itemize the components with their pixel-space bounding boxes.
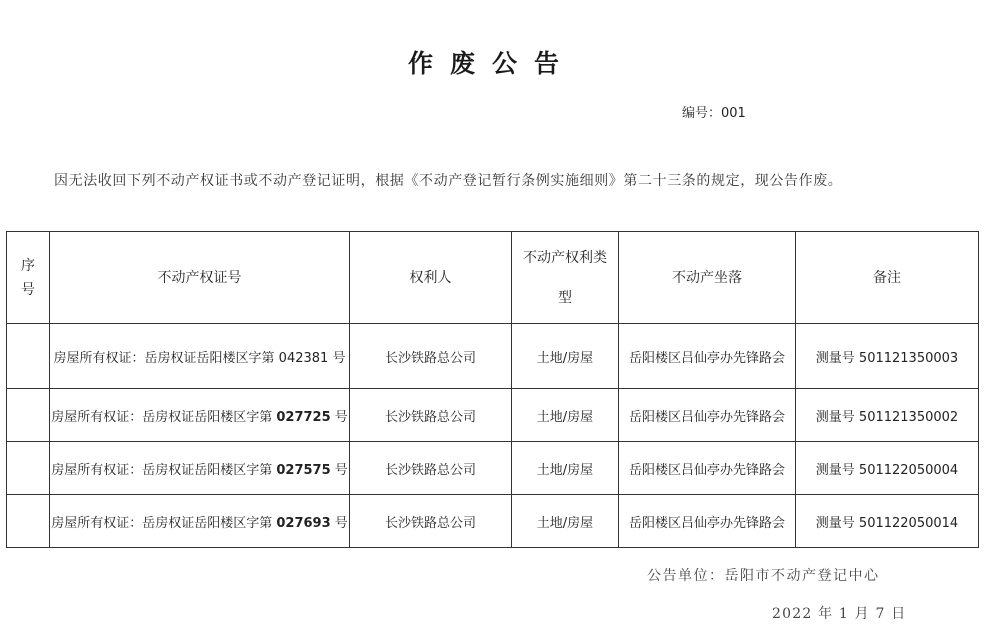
cert-number: 042381 (278, 350, 329, 366)
cert-prefix: 房屋所有权证：岳房权证岳阳楼区字第 (51, 462, 273, 478)
header-note: 备注 (796, 232, 979, 324)
row-owner: 长沙铁路总公司 (350, 389, 512, 442)
row-cert (50, 442, 350, 495)
row-type: 土地/房屋 (512, 324, 619, 389)
header-type-line1: 不动产权利类 (523, 249, 607, 266)
row-seq (7, 442, 50, 495)
table-row (7, 389, 979, 442)
cert-prefix: 房屋所有权证：岳房权证岳阳楼区字第 (51, 515, 273, 531)
cert-suffix: 号 (332, 350, 346, 366)
row-location: 岳阳楼区吕仙亭办先锋路会 (619, 442, 796, 495)
row-seq (7, 324, 50, 389)
row-location: 岳阳楼区吕仙亭办先锋路会 (619, 389, 796, 442)
row-owner: 长沙铁路总公司 (350, 324, 512, 389)
header-location: 不动产坐落 (619, 232, 796, 324)
table-row (7, 324, 979, 389)
row-type: 土地/房屋 (512, 389, 619, 442)
row-owner: 长沙铁路总公司 (350, 495, 512, 548)
row-note: 测量号 501122050014 (796, 495, 979, 548)
row-location: 岳阳楼区吕仙亭办先锋路会 (619, 495, 796, 548)
row-cert (50, 495, 350, 548)
cert-number: 027693 (276, 515, 331, 531)
table-row (7, 495, 979, 548)
header-type (512, 232, 619, 324)
cert-prefix: 房屋所有权证：岳房权证岳阳楼区字第 (51, 409, 273, 425)
row-cert (50, 324, 350, 389)
table-header-row (7, 232, 979, 324)
row-seq (7, 389, 50, 442)
row-note: 测量号 501121350003 (796, 324, 979, 389)
intro-paragraph: 因无法收回下列不动产权证书或不动产登记证明，根据《不动产登记暂行条例实施细则》第二十三条的规定，现公告作废。 (54, 173, 843, 189)
cert-suffix: 号 (334, 462, 348, 478)
document-title: 作废公告 (407, 49, 576, 78)
row-note: 测量号 501122050004 (796, 442, 979, 495)
cert-suffix: 号 (334, 409, 348, 425)
certificate-table (6, 231, 979, 548)
row-owner: 长沙铁路总公司 (350, 442, 512, 495)
header-owner: 权利人 (350, 232, 512, 324)
row-location: 岳阳楼区吕仙亭办先锋路会 (619, 324, 796, 389)
header-cert: 不动产权证号 (50, 232, 350, 324)
row-note: 测量号 501121350002 (796, 389, 979, 442)
issue-date: 2022 年 1 月 7 日 (772, 606, 907, 622)
cert-number: 027575 (276, 462, 331, 478)
table-row (7, 442, 979, 495)
cert-number: 027725 (276, 409, 331, 425)
header-type-line2: 型 (558, 289, 572, 306)
header-seq (7, 232, 50, 324)
header-seq-line1: 序 (21, 257, 35, 274)
cert-suffix: 号 (334, 515, 348, 531)
row-cert (50, 389, 350, 442)
row-type: 土地/房屋 (512, 495, 619, 548)
document-number: 编号：001 (682, 106, 746, 121)
row-type: 土地/房屋 (512, 442, 619, 495)
header-seq-line2: 号 (21, 281, 35, 298)
cert-prefix: 房屋所有权证：岳房权证岳阳楼区字第 (53, 350, 275, 366)
row-seq (7, 495, 50, 548)
issuing-unit: 公告单位：岳阳市不动产登记中心 (647, 568, 880, 584)
